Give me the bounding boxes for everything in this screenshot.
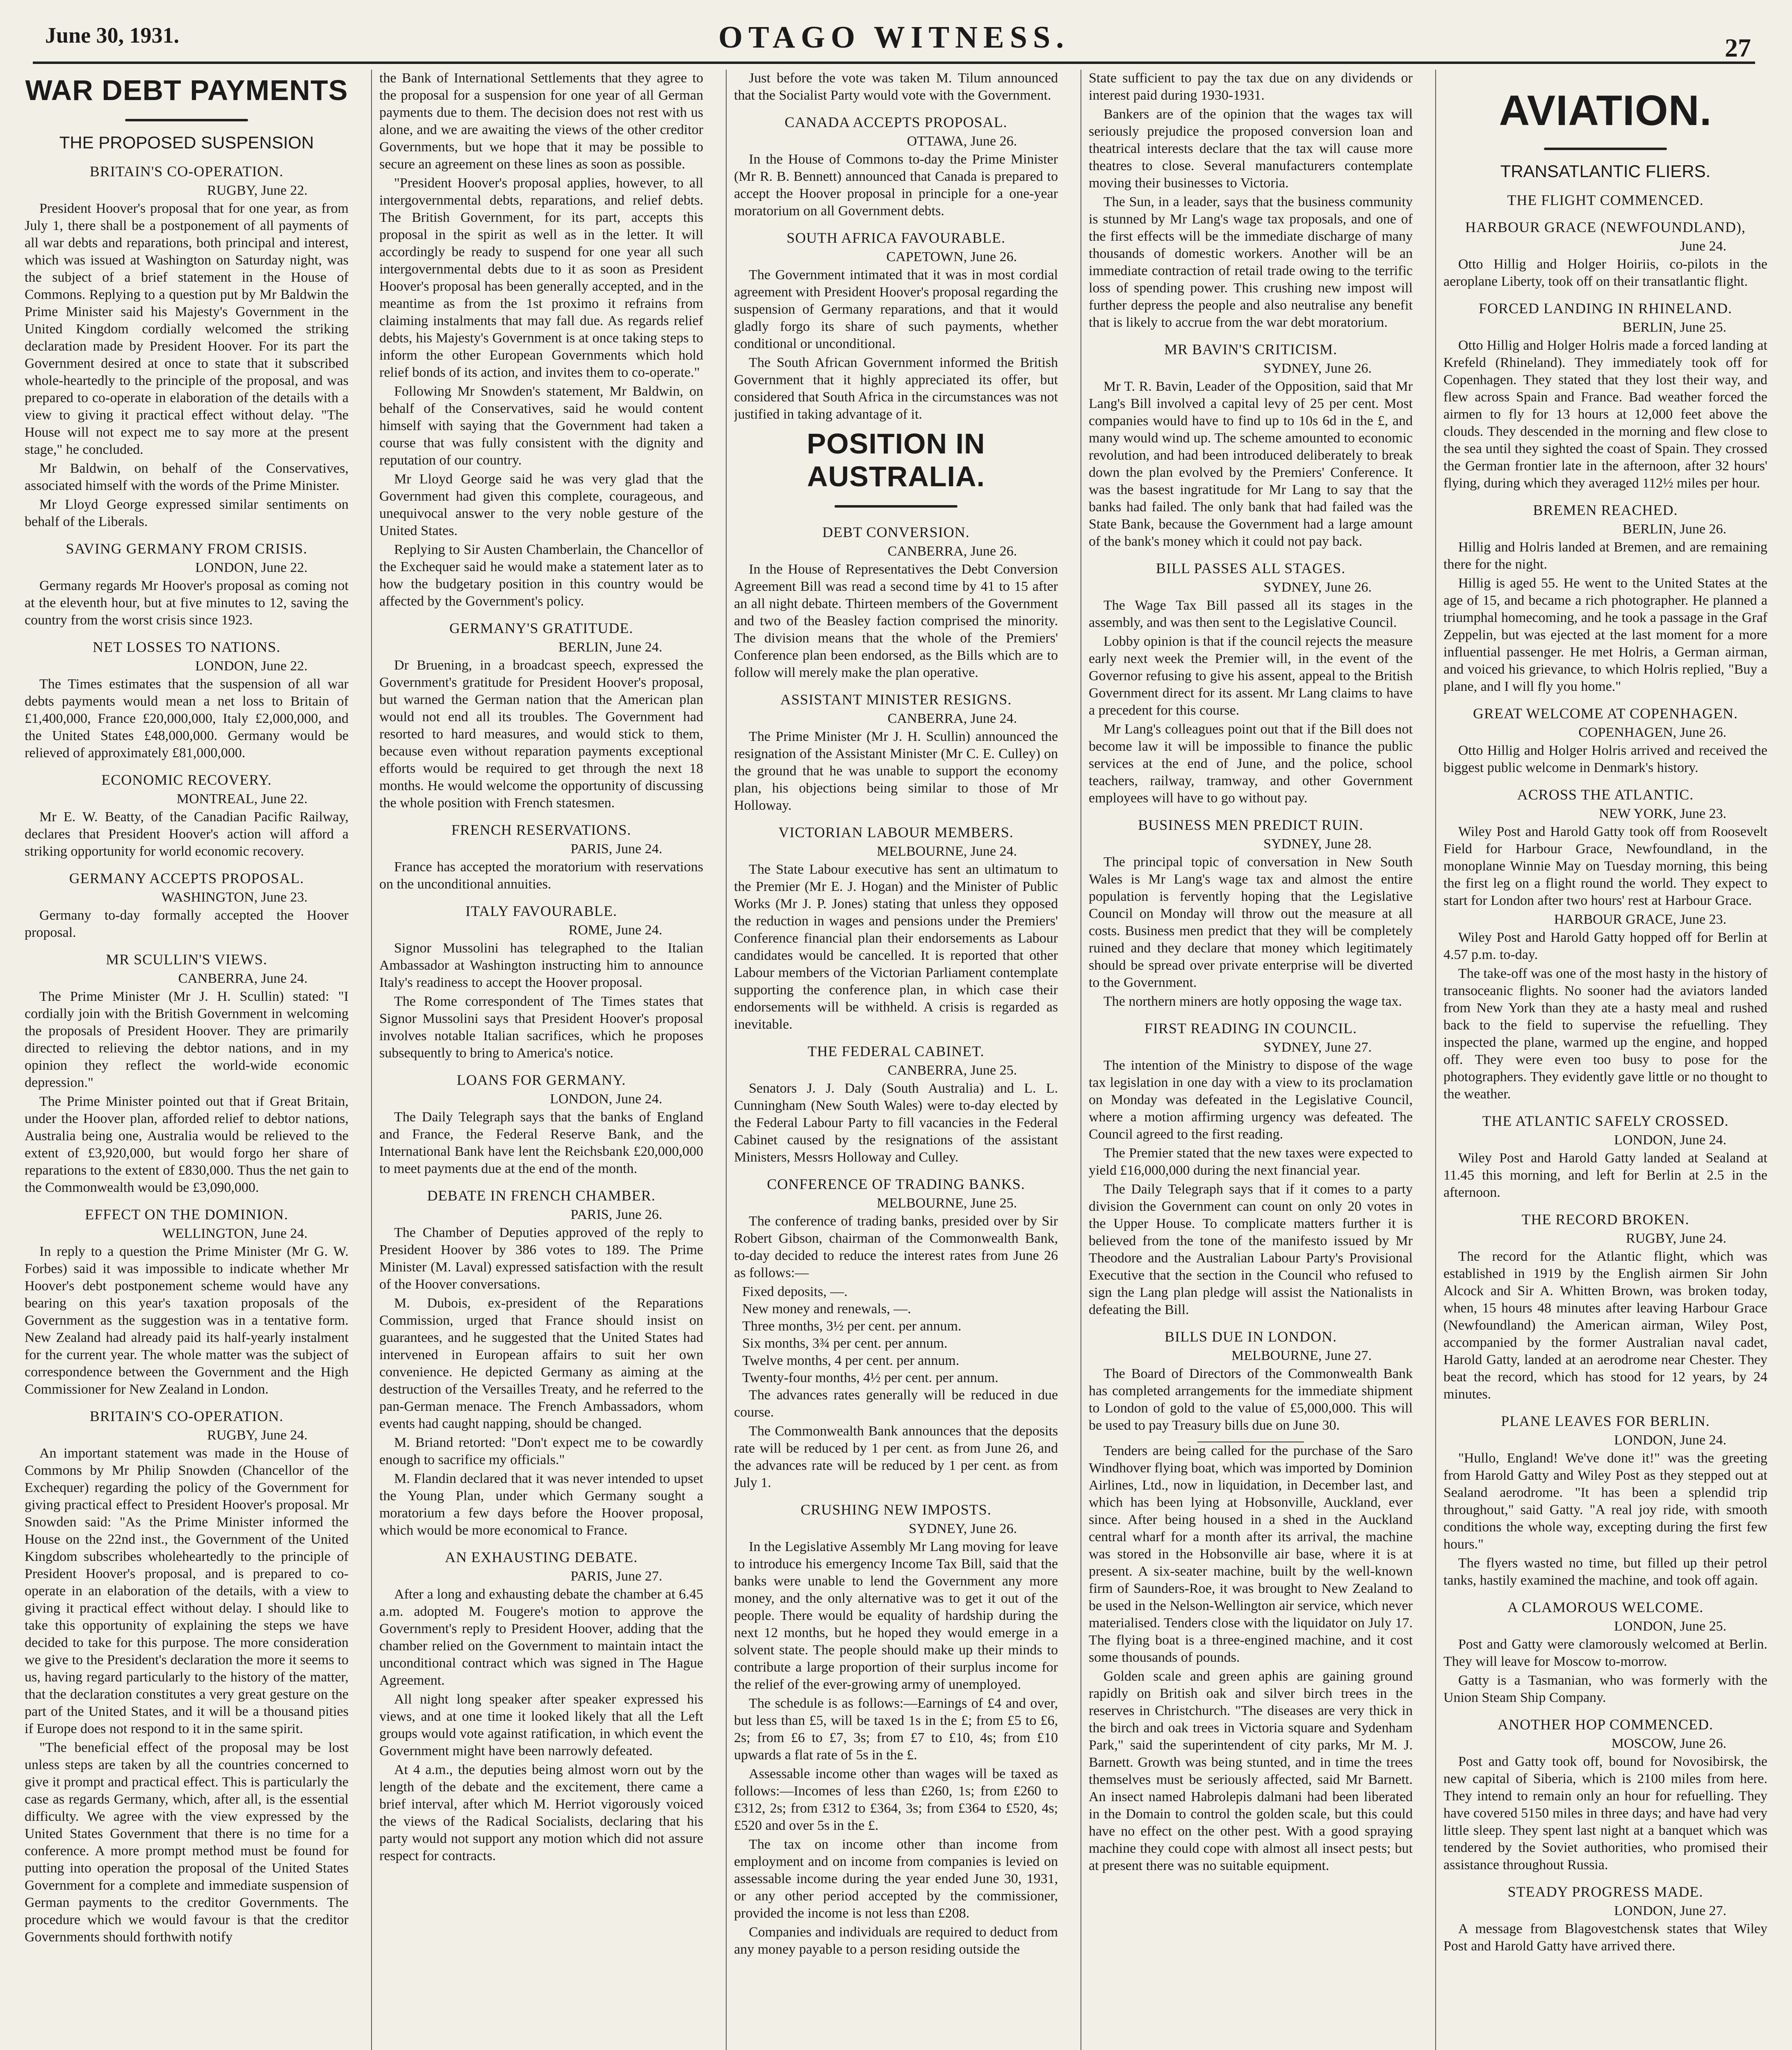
section-heading: BUSINESS MEN PREDICT RUIN. — [1138, 817, 1363, 833]
section-heading: ACROSS THE ATLANTIC. — [1517, 786, 1694, 803]
article-paragraph: The tax on income other than income from employment and on income from companies is levied on assessable income during the year ended June 30, 1931, or any other period accepted by the commissioner, provided the income is not less than £208. — [734, 1837, 1058, 1921]
dateline: WASHINGTON, June 23. — [161, 890, 308, 905]
section-heading: HARBOUR GRACE (NEWFOUNDLAND), — [1465, 219, 1746, 235]
article-paragraph: In the House of Representatives the Debt Conversion Agreement Bill was read a second time by 41 to 15 after an all night debate. Thirteen members of the Government and two of the Beasley faction comprised the minority. The division means that the whole of the Premiers' Conference plan been endorsed, as the Bills which are to follow will merely make the plan operative. — [734, 562, 1058, 680]
article-paragraph: Assessable income other than wages will be taxed as follows:—Incomes of less than £260, 1s; from £260 to £312, 2s; from £312 to £364, 3s; from £364 to £520, 4s; £520 and over 5s in the £. — [734, 1766, 1058, 1833]
article-paragraph: The Prime Minister pointed out that if Great Britain, under the Hoover plan, afforded relief to debtor nations, Australia being one, Australia would be relieved to the extent of £3,920,000, but would forgo her share of reparations to the extent of £830,000. Thus the net gain to the Commonwealth would be £3,090,000. — [25, 1094, 349, 1195]
dateline: PARIS, June 24. — [570, 841, 662, 856]
article-paragraph: Following Mr Snowden's statement, Mr Baldwin, on behalf of the Conservatives, said he would content himself with saying that the Government had taken a course that was fully consistent with the dignity and reputation of our country. — [379, 384, 703, 468]
article-paragraph: Mr Lang's colleagues point out that if the Bill does not become law it will be impossible to finance the public services at the end of June, and the police, school teachers, railway, tramway, and other Government employees will have to go without pay. — [1089, 722, 1413, 806]
article-paragraph: The Daily Telegraph says that if it comes to a party division the Government can count on only 20 votes in the Upper House. To complicate matters further it is believed from the tone of the manifesto issued by Mr Theodore and the Australian Labour Party's Provisional Executive that the section in the Council who refused to sign the Lang plan pledge will assist the Nationalists in defeating the Bill. — [1089, 1182, 1413, 1317]
article-paragraph: Hillig is aged 55. He went to the United States at the age of 15, and became a rich photographer. He planned a triumphal homecoming, and he took a passage in the Graf Zeppelin, but was ejected at the last moment for a more influential passenger. He met Holris, a German airman, and voiced his grievance, to which Holris replied, "Buy a plane, and I will fly you home." — [1443, 576, 1767, 694]
article-paragraph: In the House of Commons to-day the Prime Minister (Mr R. B. Bennett) announced that Canada is prepared to accept the Hoover proposal in principle for a one-year moratorium on all Government debts. — [734, 152, 1058, 219]
article-paragraph: The Wage Tax Bill passed all its stages in the assembly, and was then sent to the Legislative Council. — [1089, 598, 1413, 630]
article-paragraph: Wiley Post and Harold Gatty hopped off for Berlin at 4.57 p.m. to-day. — [1443, 930, 1767, 962]
article-paragraph: Wiley Post and Harold Gatty landed at Sealand at 11.45 this morning, and left for Berlin at 2.5 in the afternoon. — [1443, 1150, 1767, 1200]
article-paragraph: Bankers are of the opinion that the wages tax will seriously prejudice the proposed conversion loan and theatrical interests declare that the tax will cause more theatres to close. Several manufacturers contemplate moving their businesses to Victoria. — [1089, 107, 1413, 191]
article-paragraph: The Sun, in a leader, says that the business community is stunned by Mr Lang's wage tax proposals, and one of the first effects will be the immediate discharge of many thousands of domestic workers. Another will be an immediate contraction of retail trade owing to the terrific loss of spending power. This crushing new impost will further depress the people and also neutralise any benefit that is likely to accrue from the war debt moratorium. — [1089, 194, 1413, 330]
column-rule — [371, 70, 372, 2050]
article-paragraph: The Chamber of Deputies approved of the reply to President Hoover by 386 votes to 189. The Prime Minister (M. Laval) expressed satisfaction with the result of the Hoover conversations. — [379, 1225, 703, 1292]
dateline: ROME, June 24. — [568, 922, 662, 938]
headline-ornament — [1443, 139, 1767, 157]
column-2 — [379, 70, 703, 2050]
article-paragraph: "Hullo, England! We've done it!" was the greeting from Harold Gatty and Wiley Post as they stepped out at Sealand aerodrome. "It has been a splendid trip throughout," said Gatty. "A real joy ride, with smooth conditions the whole way, excepting during the first few hours." — [1443, 1451, 1767, 1552]
section-heading: THE RECORD BROKEN. — [1521, 1211, 1689, 1228]
dateline: PARIS, June 26. — [570, 1207, 662, 1222]
sub-headline: THE PROPOSED SUSPENSION — [59, 133, 314, 152]
article-paragraph: Replying to Sir Austen Chamberlain, the Chancellor of the Exchequer said he would make a statement later as to how the budgetary position in this country would be affected by the Government's policy. — [379, 542, 703, 609]
dateline: CANBERRA, June 24. — [887, 711, 1017, 726]
section-heading: LOANS FOR GERMANY. — [456, 1072, 626, 1088]
page-number: 27 — [1725, 33, 1751, 62]
article-paragraph: The intention of the Ministry to dispose of the wage tax legislation in one day with a view to its proclamation on Monday was defeated in the Legislative Council, where a motion affirming urgency was defeated. The Council agreed to the first reading. — [1089, 1058, 1413, 1142]
section-heading: FORCED LANDING IN RHINELAND. — [1479, 300, 1732, 317]
section-heading: STEADY PROGRESS MADE. — [1507, 1884, 1703, 1900]
article-paragraph: The State Labour executive has sent an ultimatum to the Premier (Mr E. J. Hogan) and the Minister of Public Works (Mr J. P. Jones) stating that unless they opposed the reduction in wages and pensions under the Premiers' Conference financial plan their endorsements as Labour candidates would be cancelled. It is reported that other Labour members of the Victorian Parliament contemplate supporting the conference plan, in which case their endorsements will be withheld. A crisis is regarded as inevitable. — [734, 862, 1058, 1032]
dateline: OTTAWA, June 26. — [907, 134, 1017, 149]
dateline: LONDON, June 22. — [195, 560, 308, 575]
article-paragraph: Gatty is a Tasmanian, who was formerly with the Union Steam Ship Company. — [1443, 1673, 1767, 1705]
article-paragraph: Tenders are being called for the purchase of the Saro Windhover flying boat, which was imported by Dominion Airlines, Ltd., now in liquidation, in December last, and which has been lying at Hobsonville, Auckland, ever since. After being housed in a shed in the Auckland central wharf for a month after its arrival, the machine was stored in the Hobsonville air base, where it is at present. A six-seater machine, built by the well-known firm of Saunders-Roe, it was brought to New Zealand to be used in the Nelson-Wellington air service, which never materialised. Tenders close with the liquidator on July 17. The flying boat is a three-engined machine, and it cost some thousands of pounds. — [1089, 1443, 1413, 1665]
section-heading: SOUTH AFRICA FAVOURABLE. — [787, 230, 1005, 246]
dateline: SYDNEY, June 26. — [909, 1521, 1017, 1536]
article-paragraph: The conference of trading banks, presided over by Sir Robert Gibson, chairman of the Commonwealth Bank, to-day decided to reduce the interest rates from June 26 as follows:— — [734, 1214, 1058, 1280]
article-paragraph: The Prime Minister (Mr J. H. Scullin) announced the resignation of the Assistant Minister (Mr C. E. Culley) on the ground that he was unable to support the economy plan, his objections being similar to those of Mr Holloway. — [734, 729, 1058, 813]
article-paragraph: The take-off was one of the most hasty in the history of transoceanic flights. No sooner had the aviators landed from New York than they ate a hasty meal and rushed back to the field to supervise the refuelling. They inspected the plane, warmed up the engine, and hopped off. They were even too busy to pose for the photographers. They evidently gave little or no thought to the weather. — [1443, 966, 1767, 1102]
section-heading: A CLAMOROUS WELCOME. — [1507, 1599, 1704, 1615]
article-paragraph: M. Dubois, ex-president of the Reparations Commission, urged that France should insist on guarantees, and he suggested that the United States had intervened in European affairs to suit her own convenience. He depicted Germany as aiming at the destruction of the Versailles Treaty, and he referred to the pan-German menace. The French Ambassadors, whom events had caught napping, should be changed. — [379, 1296, 703, 1431]
article-paragraph: Post and Gatty were clamorously welcomed at Berlin. They will leave for Moscow to-morrow. — [1443, 1637, 1767, 1669]
section-heading: CRUSHING NEW IMPOSTS. — [800, 1501, 992, 1518]
article-paragraph: Otto Hillig and Holger Holris made a forced landing at Krefeld (Rhineland). They immediately took off for Copenhagen. They stated that they lost their way, and flew across Spain and France. Bad weather forced the airmen to fly for 13 hours at 12,000 feet above the clouds. They descended in the morning and flew close to the sea until they sighted the coast of Spain. They crossed the German frontier late in the afternoon, after 32 hours' flying, during which they averaged 112½ miles per hour. — [1443, 338, 1767, 491]
main-headline: WAR DEBT PAYMENTS — [25, 74, 348, 106]
dateline: CANBERRA, June 24. — [178, 971, 308, 986]
dateline: BERLIN, June 24. — [558, 640, 662, 655]
article-paragraph: In reply to a question the Prime Minister (Mr G. W. Forbes) said it was impossible to indicate whether Mr Hoover's debt postponement scheme would have any bearing on this year's taxation proposals of the Government as the suggestion was in a tentative form. New Zealand had already paid its half-yearly instalment for the current year. The whole matter was the subject of correspondence between the Government and the High Commissioner for New Zealand in London. — [25, 1244, 349, 1397]
article-paragraph: Otto Hillig and Holger Hoiriis, co-pilots in the aeroplane Liberty, took off on their transatlantic flight. — [1443, 257, 1767, 289]
section-heading: ECONOMIC RECOVERY. — [101, 772, 272, 788]
column-5 — [1443, 70, 1767, 2050]
section-heading: NET LOSSES TO NATIONS. — [92, 639, 281, 655]
dateline: PARIS, June 27. — [570, 1569, 662, 1584]
article-paragraph: The Rome correspondent of The Times states that Signor Mussolini says that President Hoover's proposal involves notable Italian sacrifices, which he proposes subsequently to bring to America's notice. — [379, 994, 703, 1061]
section-heading: CANADA ACCEPTS PROPOSAL. — [784, 114, 1008, 130]
article-paragraph: The flyers wasted no time, but filled up their petrol tanks, hastily examined the machine, and took off again. — [1443, 1556, 1767, 1588]
dateline: SYDNEY, June 27. — [1263, 1040, 1372, 1055]
main-headline: POSITION IN AUSTRALIA. — [807, 428, 985, 492]
section-heading: DEBT CONVERSION. — [822, 524, 970, 540]
dateline: LONDON, June 22. — [195, 658, 308, 674]
article-paragraph: Signor Mussolini has telegraphed to the Italian Ambassador at Washington instructing him to announce Italy's readiness to accept the Hoover proposal. — [379, 941, 703, 990]
article-paragraph: the Bank of International Settlements that they agree to the proposal for a suspension for one year of all German payments due to them. The decision does not rest with us alone, and we are awaiting the views of the other creditor Governments, but we hope that it may be possible to secure an agreement on these lines as soon as possible. — [379, 71, 703, 172]
dateline: LONDON, June 24. — [1614, 1132, 1726, 1148]
column-4 — [1089, 70, 1413, 2050]
dateline: NEW YORK, June 23. — [1599, 806, 1726, 821]
article-paragraph: Senators J. J. Daly (South Australia) and L. L. Cunningham (New South Wales) were to-day elected by the Federal Labour Party to fill vacancies in the Federal Cabinet caused by the resignations of the assistant Ministers, Messrs Holloway and Culley. — [734, 1081, 1058, 1165]
dateline: RUGBY, June 22. — [207, 183, 308, 198]
dateline: MELBOURNE, June 25. — [877, 1196, 1017, 1211]
article-paragraph: Germany regards Mr Hoover's proposal as coming not at the eleventh hour, but at five minutes to 12, saving the country from the worst crisis since 1923. — [25, 578, 349, 628]
article-paragraph: Mr Lloyd George expressed similar sentiments on behalf of the Liberals. — [25, 497, 349, 529]
dateline: BERLIN, June 26. — [1622, 522, 1726, 537]
section-heading: DEBATE IN FRENCH CHAMBER. — [427, 1187, 656, 1204]
interest-rate-line: Fixed deposits, —. — [742, 1284, 848, 1299]
article-paragraph: The Board of Directors of the Commonwealth Bank has completed arrangements for the immediate shipment to London of gold to the value of £5,000,000. This will be used to pay Treasury bills due on June 30. — [1089, 1366, 1413, 1433]
dateline: MOSCOW, June 26. — [1611, 1736, 1726, 1751]
article-paragraph: President Hoover's proposal that for one year, as from July 1, there shall be a postponement of all payments of all war debts and reparations, both principal and interest, which was issued at Washington on Saturday night, was the subject of a brief statement in the House of Commons. Replying to a question put by Mr Baldwin the Prime Minister said his Majesty's Government in the United Kingdom cordially welcomed the striking declaration made by President Hoover. For its part the Government desired at once to state that it subscribed whole-heartedly to the principle of the proposal, and was prepared to co-operate in elaboration of the details with a view to giving it practical effect without delay. "The House will not expect me to say more at the present stage," he concluded. — [25, 201, 349, 457]
dateline: SYDNEY, June 26. — [1263, 580, 1372, 595]
interest-rate-line: Twenty-four months, 4½ per cent. per annum. — [742, 1370, 999, 1385]
article-paragraph: Otto Hillig and Holger Holris arrived and received the biggest public welcome in Denmark's history. — [1443, 743, 1767, 775]
section-heading: THE ATLANTIC SAFELY CROSSED. — [1482, 1113, 1729, 1129]
interest-rate-line: Twelve months, 4 per cent. per annum. — [742, 1353, 960, 1368]
article-paragraph: Mr T. R. Bavin, Leader of the Opposition, said that Mr Lang's Bill involved a capital levy of 25 per cent. Most companies would have to find up to 10s 6d in the £, and many would wind up. The scheme amounted to economic revolution, and had been introduced deliberately to break down the plan evolved by the Premiers' Conference. It was the basest ingratitude for Mr Lang to say that the banks had failed. The only bank that had failed was the State Bank, because the Government had a large amount of the bank's money which it could not pay back. — [1089, 379, 1413, 549]
article-paragraph: The principal topic of conversation in New South Wales is Mr Lang's wage tax and almost the entire population is fervently hoping that the Legislative Council on Monday will throw out the measure at all costs. Business men predict that they will be completely ruined and they declare that money which legitimately should be spread over private enterprise will be diverted to the Government. — [1089, 854, 1413, 990]
section-heading: EFFECT ON THE DOMINION. — [85, 1206, 288, 1223]
section-heading: AN EXHAUSTING DEBATE. — [445, 1549, 638, 1565]
dateline: CAPETOWN, June 26. — [886, 249, 1017, 264]
main-headline: AVIATION. — [1499, 87, 1712, 134]
masthead — [33, 8, 1755, 64]
interest-rate-line: Six months, 3¾ per cent. per annum. — [742, 1336, 948, 1351]
dateline: MONTREAL, June 22. — [176, 791, 308, 806]
newspaper-title: OTAGO WITNESS. — [718, 20, 1070, 55]
headline-ornament — [734, 497, 1058, 514]
article-paragraph: The Premier stated that the new taxes were expected to yield £16,000,000 during the next financial year. — [1089, 1146, 1413, 1178]
article-paragraph: The Times estimates that the suspension of all war debts payments would mean a net loss to Britain of £1,400,000, France £20,000,000, Italy £2,000,000, and the United States £48,000,000. Germany would be relieved of approximately £81,000,000. — [25, 676, 349, 761]
section-heading: GREAT WELCOME AT COPENHAGEN. — [1473, 705, 1738, 722]
article-paragraph: Wiley Post and Harold Gatty took off from Roosevelt Field for Harbour Grace, Newfoundland, in the monoplane Winnie May on Tuesday morning, this being the first leg on a flight round the world. They expect to start for London after two hours' rest at Harbour Grace. — [1443, 824, 1767, 908]
article-paragraph: M. Flandin declared that it was never intended to upset the Young Plan, under which Germany sought a moratorium a few days before the Hoover proposal, which would be more economical to France. — [379, 1471, 703, 1538]
dateline: CANBERRA, June 25. — [887, 1063, 1017, 1078]
section-heading: BRITAIN'S CO-OPERATION. — [89, 1408, 284, 1424]
dateline: LONDON, June 25. — [1614, 1619, 1726, 1634]
article-paragraph: The Daily Telegraph says that the banks of England and France, the Federal Reserve Bank, and the International Bank have lent the Reichsbank £20,000,000 to meet payments due at the end of the month. — [379, 1109, 703, 1176]
dateline: HARBOUR GRACE, June 23. — [1554, 912, 1726, 927]
section-heading: MR BAVIN'S CRITICISM. — [1164, 341, 1337, 358]
section-heading: FIRST READING IN COUNCIL. — [1144, 1020, 1357, 1036]
article-paragraph: At 4 a.m., the deputies being almost worn out by the length of the debate and the excitement, there came a brief interval, after which M. Herriot vigorously voiced the views of the Radical Socialists, declaring that his party would not support any motion which did not assure respect for contracts. — [379, 1762, 703, 1863]
section-heading: ITALY FAVOURABLE. — [465, 903, 617, 919]
dateline: MELBOURNE, June 24. — [877, 844, 1017, 859]
dateline: June 24. — [1680, 239, 1726, 254]
section-heading: CONFERENCE OF TRADING BANKS. — [767, 1176, 1025, 1192]
section-heading: MR SCULLIN'S VIEWS. — [106, 951, 267, 968]
section-heading: THE FEDERAL CABINET. — [807, 1043, 985, 1059]
article-paragraph: The schedule is as follows:—Earnings of £4 and over, but less than £5, will be taxed 1s in the £; from £5 to £6, 2s; from £6 to £7, 3s; from £7 to £10, 4s; from £10 upwards a flat rate of 5s in the £. — [734, 1696, 1058, 1763]
article-paragraph: Germany to-day formally accepted the Hoover proposal. — [25, 908, 349, 940]
article-paragraph: State sufficient to pay the tax due on any dividends or interest paid during 1930-1931. — [1089, 71, 1413, 103]
article-paragraph: "President Hoover's proposal applies, however, to all intergovernmental debts, reparations, and relief debts. The British Government, for its part, accepts this proposal in the spirit as well as in the letter. It will accordingly be ready to suspend for one year all such intergovernmental debts due to it as soon as President Hoover's proposal has been generally accepted, and in the meantime as from the 1st proximo it refrains from claiming instalments that may fall due. As regards relief debts, his Majesty's Government is at once taking steps to inform the other European Governments which hold relief bonds of its action, and invites them to co-operate." — [379, 175, 703, 380]
section-heading: THE FLIGHT COMMENCED. — [1507, 192, 1704, 208]
article-paragraph: Just before the vote was taken M. Tilum announced that the Socialist Party would vote with the Government. — [734, 71, 1058, 103]
issue-date: June 30, 1931. — [45, 23, 180, 48]
column-rule — [726, 70, 727, 2050]
dateline: COPENHAGEN, June 26. — [1578, 725, 1726, 740]
section-heading: ANOTHER HOP COMMENCED. — [1498, 1716, 1713, 1733]
dateline: LONDON, June 27. — [1614, 1903, 1726, 1918]
article-paragraph: A message from Blagovestchensk states that Wiley Post and Harold Gatty have arrived there. — [1443, 1921, 1767, 1954]
article-paragraph: The Prime Minister (Mr J. H. Scullin) stated: "I cordially join with the British Government in welcoming the proposals of President Hoover. They are primarily directed to relieving the debtor nations, and in my opinion they reflect the world-wide economic depression." — [25, 989, 349, 1090]
interest-rate-line: Three months, 3½ per cent. per annum. — [742, 1319, 962, 1334]
column-3 — [734, 70, 1058, 2050]
section-heading: VICTORIAN LABOUR MEMBERS. — [778, 824, 1014, 840]
article-paragraph: An important statement was made in the House of Commons by Mr Philip Snowden (Chancellor of the Exchequer) regarding the policy of the Government for giving practical effect to President Hoover's proposal. Mr Snowden said: "As the Prime Minister informed the House on the 22nd inst., the Government of the United Kingdom subscribes wholeheartedly to the principle of President Hoover's proposal, and is prepared to co-operate in an elaboration of the details, with a view to giving it practical effect without delay. I should like to take this opportunity of explaining the steps we have decided to take for this purpose. The more consideration we give to the President's declaration the more it seems to us, having regard particularly to the history of the matter, that the declaration constitutes a very great gesture on the part of the United States, and it will be a thousand pities if Europe does not respond to it in the same spirit. — [25, 1446, 349, 1736]
section-heading: BRITAIN'S CO-OPERATION. — [89, 163, 284, 180]
article-paragraph: All night long speaker after speaker expressed his views, and at one time it looked likely that all the Left groups would vote against ratification, in which event the Government might have been narrowly defeated. — [379, 1692, 703, 1758]
article-paragraph: "The beneficial effect of the proposal may be lost unless steps are taken by all the countries concerned to give it prompt and practical effect. This is particularly the case as regards Germany, which, after all, is the essential difficulty. We agree with the view expressed by the United States Government that there is no time for a conference. A more prompt method must be found for putting into operation the proposal of the United States Government for a complete and immediate suspension of German payments to the creditor Governments. The procedure which we would favour is that the creditor Governments should forthwith notify — [25, 1740, 349, 1945]
article-paragraph: The Commonwealth Bank announces that the deposits rate will be reduced by 1 per cent. as from June 26, and the advances rate will be reduced by 1 per cent. as from July 1. — [734, 1424, 1058, 1490]
article-paragraph: Hillig and Holris landed at Bremen, and are remaining there for the night. — [1443, 540, 1767, 572]
dateline: SYDNEY, June 28. — [1263, 836, 1372, 852]
article-paragraph: Post and Gatty took off, bound for Novosibirsk, the new capital of Siberia, which is 2100 miles from here. They intend to remain only an hour for refuelling. They have covered 5150 miles in three days; and have had very little sleep. They spent last night at a banquet which was tendered by the Soviet authorities, who promised their assistance throughout Russia. — [1443, 1754, 1767, 1872]
dateline: RUGBY, June 24. — [1626, 1231, 1726, 1246]
interest-rate-line: New money and renewals, —. — [742, 1301, 911, 1317]
section-heading: ASSISTANT MINISTER RESIGNS. — [780, 691, 1012, 708]
article-paragraph: The South African Government informed the British Government that it highly appreciated its offer, but considered that South Africa in the circumstances was not justified in taking advantage of it. — [734, 355, 1058, 422]
article-paragraph: Mr Lloyd George said he was very glad that the Government had given this complete, courageous, and unequivocal answer to the very noble gesture of the United States. — [379, 472, 703, 538]
dateline: BERLIN, June 25. — [1622, 320, 1726, 335]
dateline: SYDNEY, June 26. — [1263, 361, 1372, 376]
article-paragraph: Mr Baldwin, on behalf of the Conservatives, associated himself with the words of the Prime Minister. — [25, 461, 349, 493]
column-1 — [25, 70, 349, 2050]
section-heading: SAVING GERMANY FROM CRISIS. — [66, 540, 308, 557]
headline-ornament — [25, 111, 349, 128]
article-paragraph: Companies and individuals are required to deduct from any money payable to a person residing outside the — [734, 1925, 1058, 1957]
article-paragraph: France has accepted the moratorium with reservations on the unconditional annuities. — [379, 859, 703, 892]
article-paragraph: After a long and exhausting debate the chamber at 6.45 a.m. adopted M. Fougere's motion to approve the Government's reply to President Hoover, adding that the chamber relied on the Government to maintain intact the unconditional contract which was signed in The Hague Agreement. — [379, 1587, 703, 1688]
dateline: MELBOURNE, June 27. — [1231, 1348, 1372, 1363]
dateline: WELLINGTON, June 24. — [162, 1226, 308, 1241]
article-paragraph: Golden scale and green aphis are gaining ground rapidly on British oak and silver birch trees in the reserves in Christchurch. "The diseases are very thick in the birch and oak trees in Victoria square and Sydenham Park," said the superintendent of city parks, Mr M. J. Barnett. Growth was being stunted, and in time the trees themselves must be seriously affected, said Mr Barnett. An insect named Habrolepis dalmani had been liberated in the Domain to control the golden scale, but this could have no effect on the other pest. With a good spraying machine they could cope with almost all insect pests; but at present there was no suitable equipment. — [1089, 1669, 1413, 1873]
article-paragraph: The northern miners are hotly opposing the wage tax. — [1103, 994, 1402, 1009]
section-heading: BILLS DUE IN LONDON. — [1165, 1328, 1337, 1345]
dateline: LONDON, June 24. — [550, 1091, 662, 1107]
article-paragraph: In the Legislative Assembly Mr Lang moving for leave to introduce his emergency Income Tax Bill, said that the banks were unable to lend the Government any more money, and the only alternative was to get it out of the people. There would be equality of hardship during the next 12 months, but he hoped they would emerge in a solvent state. The people should make up their minds to contribute a large proportion of their surplus income for the relief of the ever-growing army of unemployed. — [734, 1539, 1058, 1692]
article-paragraph: Dr Bruening, in a broadcast speech, expressed the Government's gratitude for President Hoover's proposal, but warned the German nation that the American plan would not end all its troubles. The Government had resorted to hard measures, and would stick to them, because even without reparation payments exceptional efforts would be required to get through the next 18 months. He would welcome the opportunity of discussing the whole position with French statesmen. — [379, 658, 703, 811]
article-paragraph: Lobby opinion is that if the council rejects the measure early next week the Premier will, in the event of the Governor refusing to give his assent, appeal to the British Government direct for its assent. Mr Lang claims to have a precedent for this course. — [1089, 634, 1413, 718]
section-heading: FRENCH RESERVATIONS. — [451, 822, 632, 838]
sub-headline: TRANSATLANTIC FLIERS. — [1500, 162, 1711, 181]
dateline: LONDON, June 24. — [1614, 1433, 1726, 1448]
dateline: RUGBY, June 24. — [207, 1428, 308, 1443]
section-heading: GERMANY'S GRATITUDE. — [449, 620, 634, 636]
section-heading: BREMEN REACHED. — [1533, 502, 1678, 518]
article-paragraph: Mr E. W. Beatty, of the Canadian Pacific Railway, declares that President Hoover's action will afford a striking opportunity for world economic recovery. — [25, 809, 349, 859]
column-rule — [1435, 70, 1436, 2050]
article-paragraph: The record for the Atlantic flight, which was established in 1919 by the English airmen Sir John Alcock and Sir A. Whitten Brown, was broken today, when, 15 hours 48 minutes after leaving Harbour Grace (Newfoundland) the American airman, Wiley Post, accompanied by the former Australian naval cadet, Harold Gatty, landed at an aerodrome near Chester. They beat the record, which has stood for 12 years, by 24 minutes. — [1443, 1249, 1767, 1402]
section-heading: BILL PASSES ALL STAGES. — [1156, 560, 1346, 576]
article-paragraph: The Government intimated that it was in most cordial agreement with President Hoover's proposal regarding the suspension of Germany reparations, and that it would gladly forgo its share of such payments, whether conditional or unconditional. — [734, 267, 1058, 351]
section-heading: GERMANY ACCEPTS PROPOSAL. — [69, 870, 304, 886]
dateline: CANBERRA, June 26. — [887, 544, 1017, 559]
article-paragraph: M. Briand retorted: "Don't expect me to be cowardly enough to sacrifice my officials." — [379, 1435, 703, 1467]
article-paragraph: The advances rates generally will be reduced in due course. — [734, 1387, 1058, 1420]
section-heading: PLANE LEAVES FOR BERLIN. — [1501, 1413, 1710, 1429]
